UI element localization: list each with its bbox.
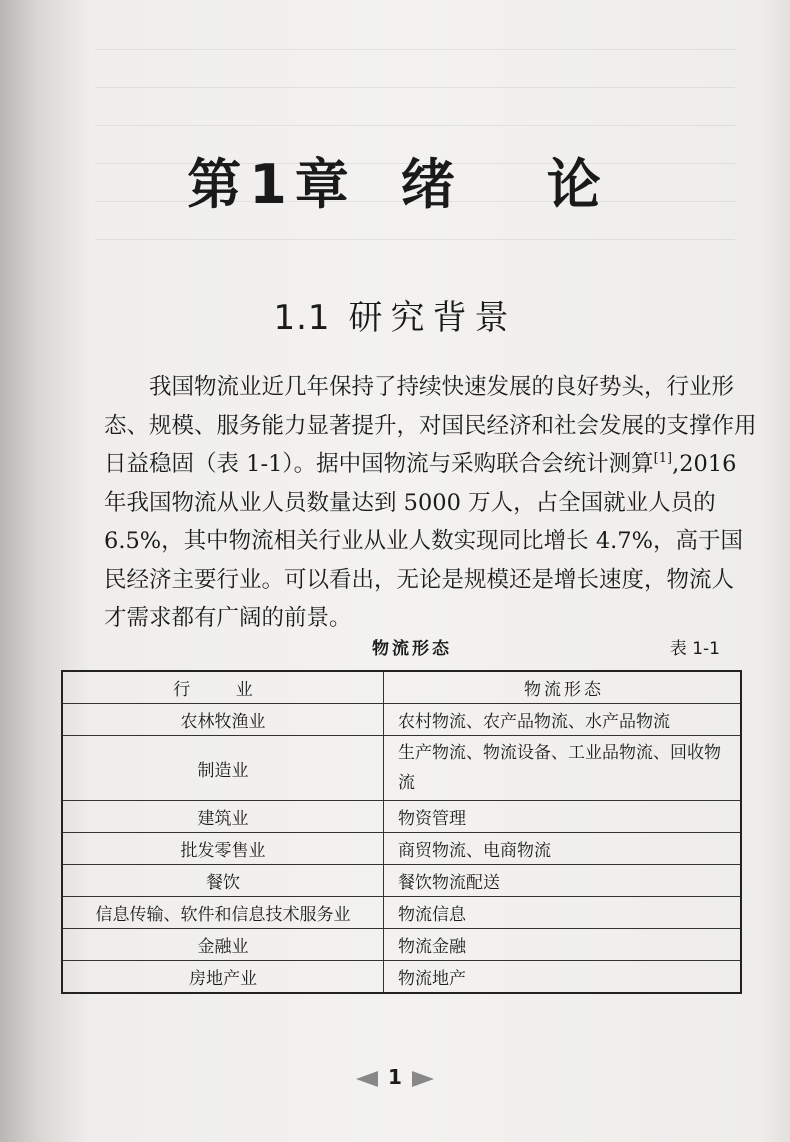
paragraph-line: 民经济主要行业。可以看出，无论是规模还是增长速度，物流人 [104, 566, 735, 593]
logistics-forms-table [61, 670, 742, 994]
table-row [62, 736, 741, 801]
logistics-form-cell: 商贸物流、电商物流 [384, 833, 742, 865]
header-industry: 行 业 [62, 671, 384, 704]
header-logistics-form: 物流形态 [384, 671, 742, 704]
triangle-right-icon [412, 1071, 434, 1087]
table-row [62, 865, 741, 897]
triangle-left-icon [356, 1071, 378, 1087]
industry-cell: 餐饮 [62, 865, 384, 897]
industry-cell: 批发零售业 [62, 833, 384, 865]
chapter-prefix: 第 [187, 153, 244, 216]
table-title: 物流形态 [372, 639, 452, 659]
table-row [62, 961, 741, 994]
chapter-suffix: 章 [294, 153, 351, 216]
section-title [0, 290, 790, 339]
section-number: 1.1 [273, 298, 331, 338]
paragraph-line: 态、规模、服务能力显著提升，对国民经济和社会发展的支撑作用 [104, 412, 757, 439]
logistics-form-cell: 物流地产 [384, 961, 742, 994]
table-number: 表 1-1 [669, 639, 720, 659]
logistics-form-cell: 物资管理 [384, 801, 742, 833]
table-row [62, 929, 741, 961]
body-paragraph [104, 368, 757, 638]
logistics-form-cell: 物流金融 [384, 929, 742, 961]
logistics-form-cell: 餐饮物流配送 [384, 865, 742, 897]
industry-cell: 信息传输、软件和信息技术服务业 [62, 897, 384, 929]
table-caption [104, 634, 720, 664]
paragraph-line-part: ,2016 [672, 451, 737, 477]
paragraph-line-part: 日益稳固（表 1-1）。据中国物流与采购联合会统计测算 [104, 451, 654, 477]
chapter-number: 1 [249, 153, 289, 216]
paragraph-line: 6.5%，其中物流相关行业从业人数实现同比增长 4.7%，高于国 [104, 528, 743, 554]
table-row [62, 833, 741, 865]
table-row [62, 704, 741, 736]
citation-marker[interactable]: [1] [653, 451, 673, 466]
industry-cell: 制造业 [62, 736, 384, 801]
industry-cell: 房地产业 [62, 961, 384, 994]
chapter-title [0, 142, 790, 219]
page-footer [0, 1065, 790, 1089]
logistics-form-cell: 农村物流、农产品物流、水产品物流 [384, 704, 742, 736]
table-row [62, 897, 741, 929]
industry-cell: 建筑业 [62, 801, 384, 833]
page-number: 1 [388, 1065, 402, 1089]
paragraph-line-with-citation [104, 445, 737, 484]
section-heading: 研究背景 [348, 298, 517, 338]
paragraph-line: 我国物流业近几年保持了持续快速发展的良好势头，行业形 [149, 374, 735, 400]
logistics-form-cell: 物流信息 [384, 897, 742, 929]
logistics-form-cell: 生产物流、物流设备、工业品物流、回收物流 [384, 736, 742, 801]
table-row [62, 801, 741, 833]
industry-cell: 农林牧渔业 [62, 704, 384, 736]
table-header-row [62, 671, 741, 704]
chapter-word-1: 绪 [400, 153, 457, 216]
chapter-word-2: 论 [546, 153, 603, 216]
industry-cell: 金融业 [62, 929, 384, 961]
paragraph-line: 才需求都有广阔的前景。 [104, 605, 352, 631]
paragraph-line: 年我国物流从业人员数量达到 5000 万人，占全国就业人员的 [104, 489, 716, 516]
